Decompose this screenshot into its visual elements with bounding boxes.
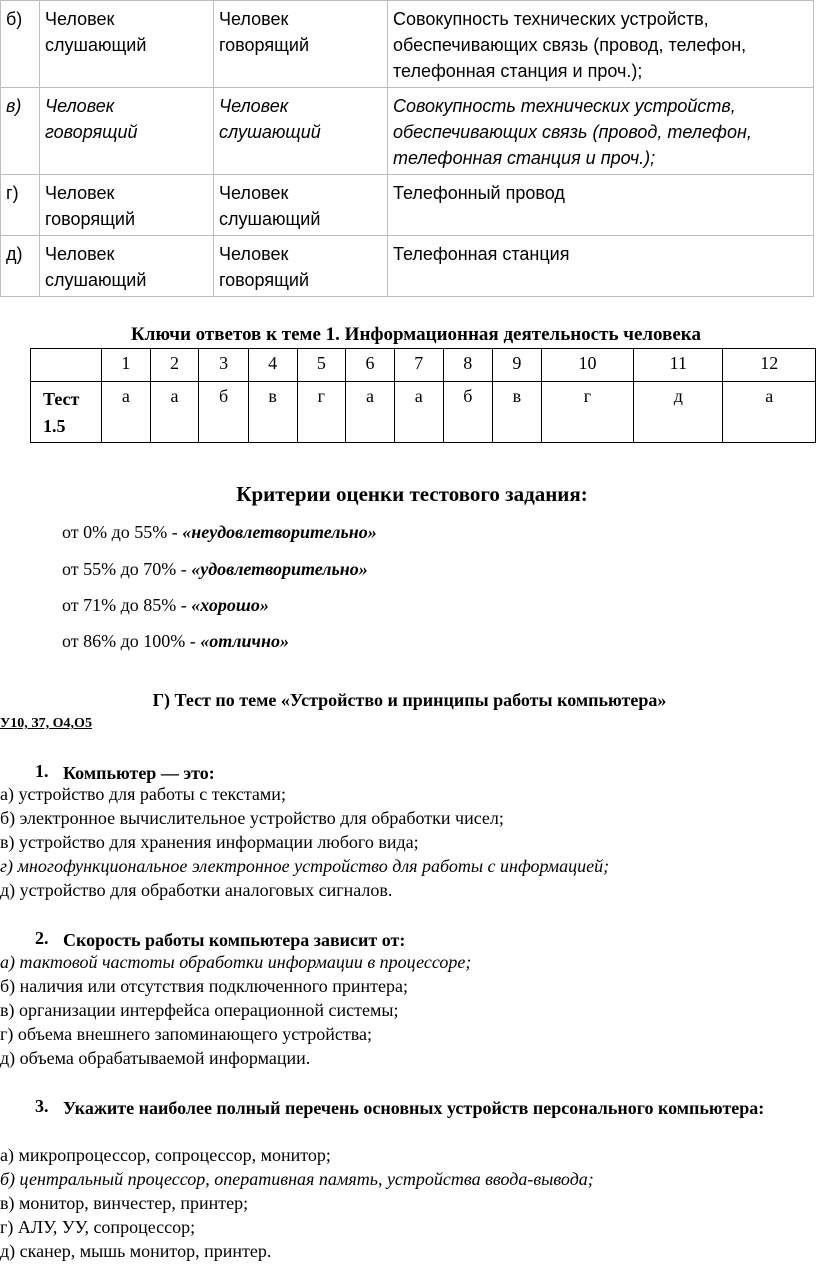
key-number: 11 xyxy=(634,349,723,382)
section-title: Г) Тест по теме «Устройство и принципы работы компьютера» xyxy=(152,690,667,710)
key-answer: б xyxy=(199,382,249,443)
answer-option-correct: г) многофункциональное электронное устройство для работы с информацией; xyxy=(0,856,610,876)
criteria-item xyxy=(62,559,368,580)
answer-option: в) организации интерфейса операционной системы; xyxy=(0,1000,399,1020)
question-number: 2. xyxy=(35,928,49,948)
key-answer: а xyxy=(150,382,199,443)
criteria-range: от 0% до 55% - xyxy=(62,522,183,542)
answer-option: а) микропроцессор, сопроцессор, монитор; xyxy=(0,1145,331,1165)
row-letter: д) xyxy=(1,236,40,297)
question-number: 1. xyxy=(35,761,49,781)
table-row xyxy=(1,88,814,175)
question-1 xyxy=(35,761,783,786)
keys-title: Ключи ответов к теме 1. Информационная деятельность человека xyxy=(131,324,701,345)
key-number: 7 xyxy=(394,349,443,382)
options-table xyxy=(0,0,814,297)
keys-corner-cell xyxy=(31,349,102,382)
keys-answer-row xyxy=(31,382,816,443)
question-text: Укажите наиболее полный перечень основных устройств персонального компьютера: xyxy=(63,1098,765,1118)
criteria-range: от 86% до 100% - xyxy=(62,631,201,651)
table-row xyxy=(1,236,814,297)
key-number: 1 xyxy=(102,349,151,382)
key-answer: в xyxy=(248,382,297,443)
criteria-grade: «удовлетворительно» xyxy=(191,559,368,579)
key-answer: а xyxy=(394,382,443,443)
cell-channel: Совокупность технических устройств, обеспечивающих связь (провод, телефон, телефонная станция и проч.); xyxy=(388,1,814,88)
key-answer: а xyxy=(723,382,816,443)
key-number: 6 xyxy=(346,349,395,382)
key-number: 8 xyxy=(443,349,493,382)
answer-option: г) АЛУ, УУ, сопроцессор; xyxy=(0,1217,196,1237)
answer-option-correct: а) тактовой частоты обработки информации в процессоре; xyxy=(0,952,472,972)
keys-table xyxy=(30,348,816,443)
cell-source: Человек слушающий xyxy=(40,1,214,88)
question-2 xyxy=(35,928,783,953)
answer-option: б) наличия или отсутствия подключенного принтера; xyxy=(0,976,408,996)
criteria-grade: «отлично» xyxy=(200,631,289,651)
cell-receiver: Человек слушающий xyxy=(214,175,388,236)
criteria-title: Критерии оценки тестового задания: xyxy=(236,482,588,506)
key-answer: а xyxy=(346,382,395,443)
key-number: 4 xyxy=(248,349,297,382)
table-row xyxy=(1,175,814,236)
key-answer: б xyxy=(443,382,493,443)
key-answer: г xyxy=(541,382,633,443)
criteria-grade: «хорошо» xyxy=(191,595,269,615)
cell-source: Человек слушающий xyxy=(40,236,214,297)
question-number: 3. xyxy=(35,1096,49,1116)
key-number: 12 xyxy=(723,349,816,382)
table-row xyxy=(1,1,814,88)
key-number: 2 xyxy=(150,349,199,382)
row-letter: б) xyxy=(1,1,40,88)
keys-header-row xyxy=(31,349,816,382)
cell-receiver: Человек говорящий xyxy=(214,1,388,88)
cell-source: Человек говорящий xyxy=(40,88,214,175)
cell-channel: Телефонная станция xyxy=(388,236,814,297)
cell-channel: Совокупность технических устройств, обеспечивающих связь (провод, телефон, телефонная станция и проч.); xyxy=(388,88,814,175)
question-text: Скорость работы компьютера зависит от: xyxy=(63,930,406,950)
answer-option: д) устройство для обработки аналоговых сигналов. xyxy=(0,880,393,900)
question-text: Компьютер — это: xyxy=(63,763,215,783)
row-letter: в) xyxy=(1,88,40,175)
cell-channel: Телефонный провод xyxy=(388,175,814,236)
cell-receiver: Человек говорящий xyxy=(214,236,388,297)
key-number: 3 xyxy=(199,349,249,382)
criteria-grade: «неудовлетворительно» xyxy=(182,522,377,542)
answer-option: д) сканер, мышь монитор, принтер. xyxy=(0,1241,272,1261)
question-3 xyxy=(35,1096,783,1121)
answer-option: г) объема внешнего запоминающего устройства; xyxy=(0,1024,373,1044)
key-number: 5 xyxy=(297,349,346,382)
criteria-range: от 71% до 85% - xyxy=(62,595,192,615)
cell-receiver: Человек слушающий xyxy=(214,88,388,175)
key-answer: д xyxy=(634,382,723,443)
key-answer: г xyxy=(297,382,346,443)
criteria-item xyxy=(62,595,269,616)
answer-option: в) монитор, винчестер, принтер; xyxy=(0,1193,249,1213)
criteria-range: от 55% до 70% - xyxy=(62,559,192,579)
criteria-item xyxy=(62,631,289,652)
cell-source: Человек говорящий xyxy=(40,175,214,236)
competency-codes: У10, З7, О4,О5 xyxy=(0,716,92,731)
row-letter: г) xyxy=(1,175,40,236)
keys-row-label: Тест 1.5 xyxy=(31,382,102,443)
criteria-item xyxy=(62,522,377,543)
answer-option: а) устройство для работы с текстами; xyxy=(0,784,286,804)
key-number: 9 xyxy=(493,349,542,382)
answer-option-correct: б) центральный процессор, оперативная память, устройства ввода-вывода; xyxy=(0,1169,594,1189)
key-number: 10 xyxy=(541,349,633,382)
answer-option: в) устройство для хранения информации любого вида; xyxy=(0,832,419,852)
answer-option: б) электронное вычислительное устройство для обработки чисел; xyxy=(0,808,504,828)
key-answer: в xyxy=(493,382,542,443)
key-answer: а xyxy=(102,382,151,443)
answer-option: д) объема обрабатываемой информации. xyxy=(0,1048,311,1068)
